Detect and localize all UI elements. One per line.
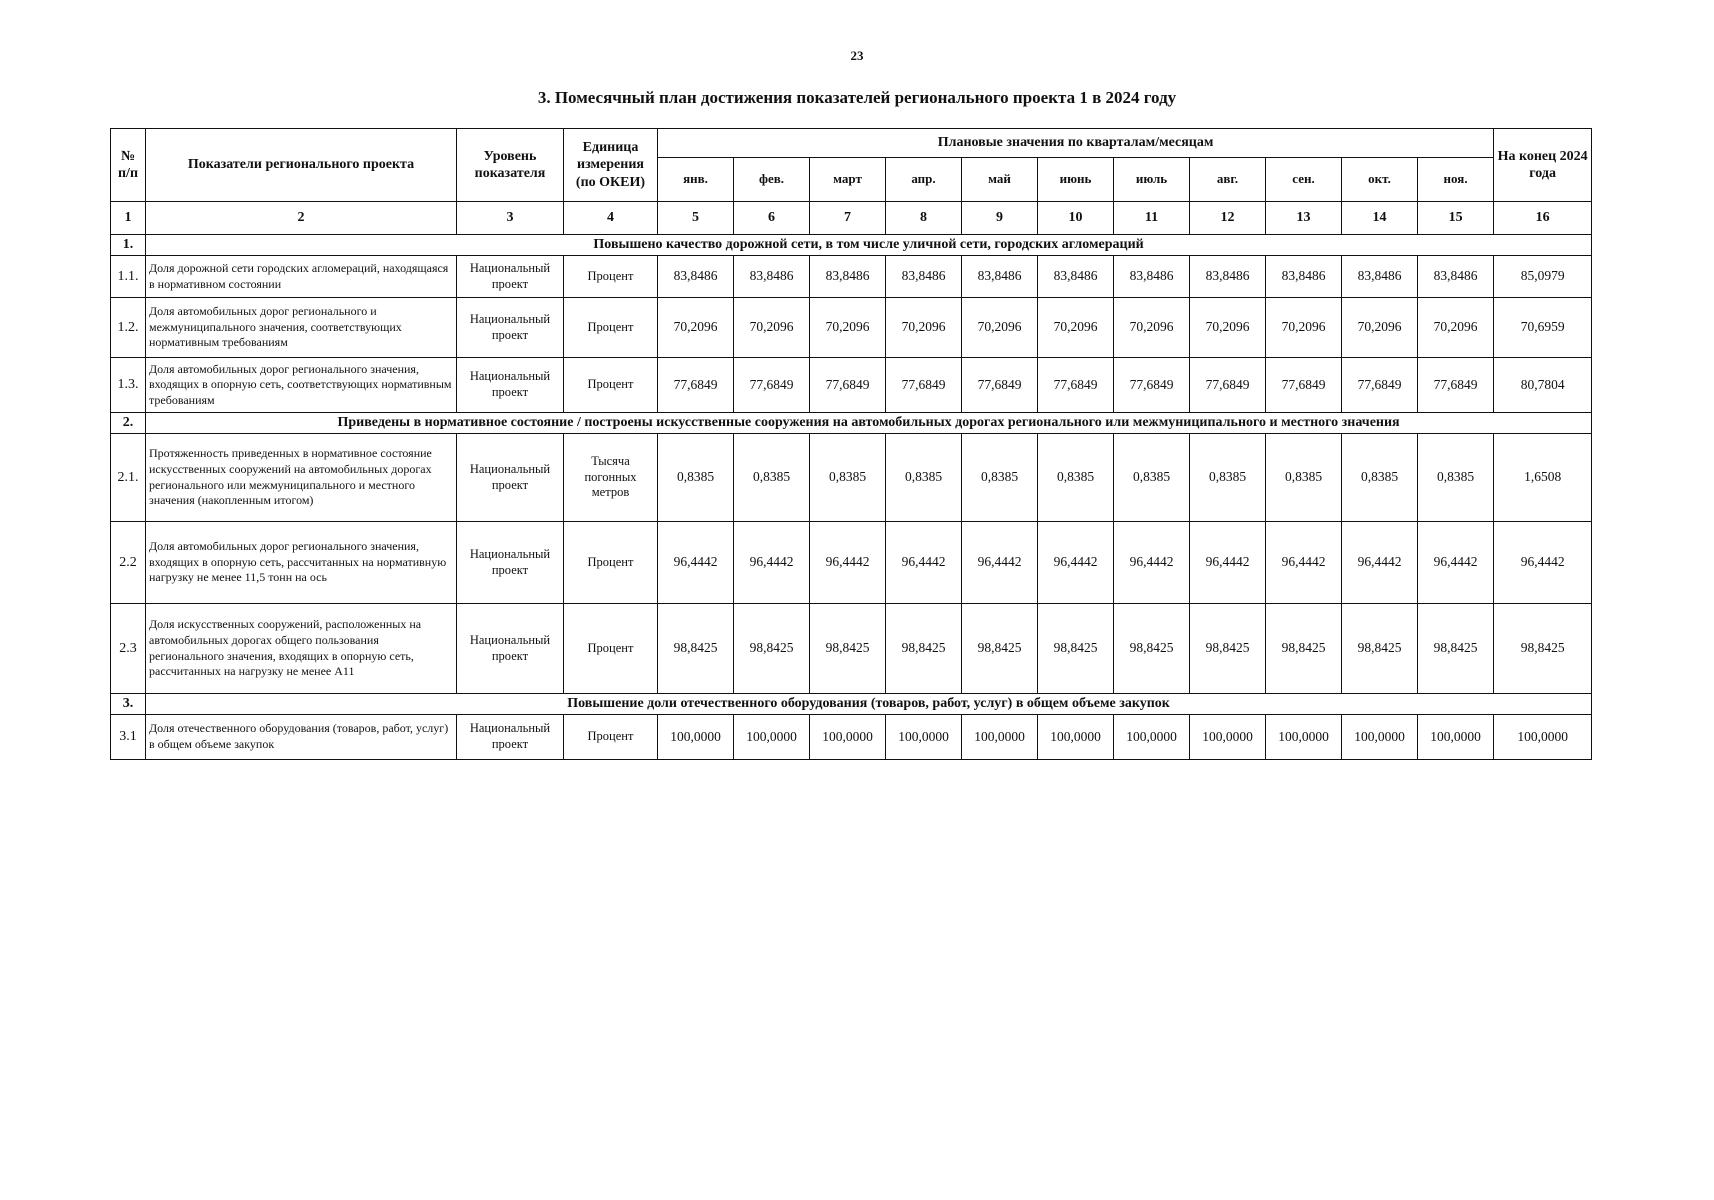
month-value: 0,8385 xyxy=(658,434,734,522)
section-title: Повышено качество дорожной сети, в том числе уличной сети, городских агломераций xyxy=(146,235,1592,256)
month-value: 83,8486 xyxy=(1266,256,1342,298)
indicator-level: Национальный проект xyxy=(457,434,564,522)
header-indicator: Показатели регионального проекта xyxy=(146,129,457,202)
indicator-unit: Процент xyxy=(564,522,658,604)
indicator-level: Национальный проект xyxy=(457,715,564,760)
month-value: 70,2096 xyxy=(886,298,962,358)
month-value: 100,0000 xyxy=(1266,715,1342,760)
month-value: 96,4442 xyxy=(1038,522,1114,604)
month-value: 96,4442 xyxy=(1190,522,1266,604)
header-month: май xyxy=(962,158,1038,202)
indicator-name: Доля автомобильных дорог регионального и межмуниципального значения, соответствующих нормативным требованиям xyxy=(146,298,457,358)
month-value: 100,0000 xyxy=(1418,715,1494,760)
month-value: 83,8486 xyxy=(658,256,734,298)
month-value: 83,8486 xyxy=(1342,256,1418,298)
month-value: 0,8385 xyxy=(1038,434,1114,522)
month-value: 98,8425 xyxy=(1114,604,1190,694)
month-value: 0,8385 xyxy=(886,434,962,522)
indicator-unit: Процент xyxy=(564,715,658,760)
indicators-table xyxy=(110,128,1592,760)
column-number: 10 xyxy=(1038,202,1114,235)
month-value: 83,8486 xyxy=(962,256,1038,298)
indicator-unit: Процент xyxy=(564,256,658,298)
month-value: 100,0000 xyxy=(1038,715,1114,760)
month-value: 96,4442 xyxy=(1114,522,1190,604)
table-row xyxy=(111,604,1592,694)
month-value: 0,8385 xyxy=(810,434,886,522)
column-number: 4 xyxy=(564,202,658,235)
month-value: 77,6849 xyxy=(886,358,962,413)
month-value: 96,4442 xyxy=(1266,522,1342,604)
table-row xyxy=(111,715,1592,760)
column-number: 5 xyxy=(658,202,734,235)
year-end-value: 80,7804 xyxy=(1494,358,1592,413)
indicator-level: Национальный проект xyxy=(457,298,564,358)
month-value: 77,6849 xyxy=(1342,358,1418,413)
column-number: 6 xyxy=(734,202,810,235)
month-value: 100,0000 xyxy=(886,715,962,760)
month-value: 83,8486 xyxy=(1038,256,1114,298)
month-value: 0,8385 xyxy=(962,434,1038,522)
header-month: авг. xyxy=(1190,158,1266,202)
column-number: 1 xyxy=(111,202,146,235)
header-month: апр. xyxy=(886,158,962,202)
table-row xyxy=(111,522,1592,604)
header-level: Уровень показателя xyxy=(457,129,564,202)
month-value: 98,8425 xyxy=(734,604,810,694)
row-number: 1.3. xyxy=(111,358,146,413)
header-planned: Плановые значения по кварталам/месяцам xyxy=(658,129,1494,158)
indicator-name: Доля искусственных сооружений, расположенных на автомобильных дорогах общего пользования регионального значения, входящих в опорную сеть, рассчитанных на нагрузку не менее А11 xyxy=(146,604,457,694)
indicator-unit: Процент xyxy=(564,298,658,358)
month-value: 77,6849 xyxy=(1190,358,1266,413)
year-end-value: 1,6508 xyxy=(1494,434,1592,522)
month-value: 98,8425 xyxy=(1418,604,1494,694)
month-value: 70,2096 xyxy=(1266,298,1342,358)
month-value: 77,6849 xyxy=(1114,358,1190,413)
column-number-row xyxy=(111,202,1592,235)
month-value: 83,8486 xyxy=(1418,256,1494,298)
year-end-value: 100,0000 xyxy=(1494,715,1592,760)
column-number: 15 xyxy=(1418,202,1494,235)
section-number: 2. xyxy=(111,413,146,434)
month-value: 100,0000 xyxy=(810,715,886,760)
month-value: 100,0000 xyxy=(658,715,734,760)
month-value: 100,0000 xyxy=(1342,715,1418,760)
month-value: 96,4442 xyxy=(1342,522,1418,604)
month-value: 77,6849 xyxy=(658,358,734,413)
month-value: 70,2096 xyxy=(658,298,734,358)
row-number: 1.1. xyxy=(111,256,146,298)
indicator-name: Доля автомобильных дорог регионального значения, входящих в опорную сеть, рассчитанных на нормативную нагрузку не менее 11,5 тонн на ось xyxy=(146,522,457,604)
month-value: 0,8385 xyxy=(734,434,810,522)
month-value: 98,8425 xyxy=(1038,604,1114,694)
indicator-name: Доля дорожной сети городских агломераций, находящаяся в нормативном состоянии xyxy=(146,256,457,298)
month-value: 98,8425 xyxy=(810,604,886,694)
month-value: 83,8486 xyxy=(734,256,810,298)
column-number: 8 xyxy=(886,202,962,235)
column-number: 16 xyxy=(1494,202,1592,235)
indicator-name: Доля автомобильных дорог регионального значения, входящих в опорную сеть, соответствующих нормативным требованиям xyxy=(146,358,457,413)
month-value: 100,0000 xyxy=(1114,715,1190,760)
row-number: 2.2 xyxy=(111,522,146,604)
month-value: 70,2096 xyxy=(810,298,886,358)
month-value: 70,2096 xyxy=(1114,298,1190,358)
year-end-value: 98,8425 xyxy=(1494,604,1592,694)
indicator-unit: Тысяча погонных метров xyxy=(564,434,658,522)
month-value: 98,8425 xyxy=(1266,604,1342,694)
month-value: 77,6849 xyxy=(1418,358,1494,413)
indicator-unit: Процент xyxy=(564,604,658,694)
table-body xyxy=(111,235,1592,760)
month-value: 98,8425 xyxy=(658,604,734,694)
row-number: 1.2. xyxy=(111,298,146,358)
month-value: 77,6849 xyxy=(1038,358,1114,413)
year-end-value: 70,6959 xyxy=(1494,298,1592,358)
month-value: 96,4442 xyxy=(1418,522,1494,604)
section-row xyxy=(111,235,1592,256)
table-row xyxy=(111,434,1592,522)
header-month: ноя. xyxy=(1418,158,1494,202)
header-unit: Единица измерения (по ОКЕИ) xyxy=(564,129,658,202)
section-title: Приведены в нормативное состояние / построены искусственные сооружения на автомобильных дорогах регионального или межмуниципального и местного значения xyxy=(146,413,1592,434)
month-value: 98,8425 xyxy=(1190,604,1266,694)
header-month: фев. xyxy=(734,158,810,202)
indicator-name: Протяженность приведенных в нормативное состояние искусственных сооружений на автомобильных дорогах регионального или межмуниципального и местного значения (накопленным итогом) xyxy=(146,434,457,522)
row-number: 3.1 xyxy=(111,715,146,760)
month-value: 83,8486 xyxy=(1190,256,1266,298)
month-value: 98,8425 xyxy=(962,604,1038,694)
indicator-level: Национальный проект xyxy=(457,358,564,413)
month-value: 83,8486 xyxy=(886,256,962,298)
header-end: На конец 2024 года xyxy=(1494,129,1592,202)
header-month: янв. xyxy=(658,158,734,202)
section-title: Повышение доли отечественного оборудования (товаров, работ, услуг) в общем объеме закупок xyxy=(146,694,1592,715)
month-value: 0,8385 xyxy=(1190,434,1266,522)
month-value: 77,6849 xyxy=(962,358,1038,413)
indicator-level: Национальный проект xyxy=(457,604,564,694)
page-title: 3. Помесячный план достижения показателей регионального проекта 1 в 2024 году xyxy=(537,88,1177,107)
column-number: 12 xyxy=(1190,202,1266,235)
month-value: 98,8425 xyxy=(886,604,962,694)
row-number: 2.1. xyxy=(111,434,146,522)
section-row xyxy=(111,413,1592,434)
month-value: 83,8486 xyxy=(1114,256,1190,298)
column-number: 13 xyxy=(1266,202,1342,235)
year-end-value: 85,0979 xyxy=(1494,256,1592,298)
column-number: 7 xyxy=(810,202,886,235)
section-row xyxy=(111,694,1592,715)
table-row xyxy=(111,256,1592,298)
header-num: № п/п xyxy=(111,129,146,202)
column-number: 3 xyxy=(457,202,564,235)
table-row xyxy=(111,358,1592,413)
page-number: 23 xyxy=(850,48,864,63)
month-value: 70,2096 xyxy=(1418,298,1494,358)
header-month: март xyxy=(810,158,886,202)
month-value: 0,8385 xyxy=(1418,434,1494,522)
header-month: окт. xyxy=(1342,158,1418,202)
month-value: 100,0000 xyxy=(734,715,810,760)
indicator-level: Национальный проект xyxy=(457,522,564,604)
month-value: 70,2096 xyxy=(734,298,810,358)
month-value: 96,4442 xyxy=(962,522,1038,604)
indicator-level: Национальный проект xyxy=(457,256,564,298)
header-month: сен. xyxy=(1266,158,1342,202)
month-value: 100,0000 xyxy=(962,715,1038,760)
row-number: 2.3 xyxy=(111,604,146,694)
month-value: 96,4442 xyxy=(810,522,886,604)
section-number: 1. xyxy=(111,235,146,256)
indicator-name: Доля отечественного оборудования (товаров, работ, услуг) в общем объеме закупок xyxy=(146,715,457,760)
column-number: 9 xyxy=(962,202,1038,235)
month-value: 0,8385 xyxy=(1266,434,1342,522)
month-value: 70,2096 xyxy=(1342,298,1418,358)
header-month: июнь xyxy=(1038,158,1114,202)
indicator-unit: Процент xyxy=(564,358,658,413)
month-value: 70,2096 xyxy=(962,298,1038,358)
year-end-value: 96,4442 xyxy=(1494,522,1592,604)
month-value: 96,4442 xyxy=(886,522,962,604)
column-number: 14 xyxy=(1342,202,1418,235)
month-value: 70,2096 xyxy=(1190,298,1266,358)
month-value: 77,6849 xyxy=(810,358,886,413)
month-value: 96,4442 xyxy=(658,522,734,604)
table-row xyxy=(111,298,1592,358)
month-value: 77,6849 xyxy=(734,358,810,413)
month-value: 0,8385 xyxy=(1342,434,1418,522)
month-value: 83,8486 xyxy=(810,256,886,298)
month-value: 0,8385 xyxy=(1114,434,1190,522)
month-value: 100,0000 xyxy=(1190,715,1266,760)
column-number: 2 xyxy=(146,202,457,235)
column-number: 11 xyxy=(1114,202,1190,235)
section-number: 3. xyxy=(111,694,146,715)
month-value: 70,2096 xyxy=(1038,298,1114,358)
month-value: 96,4442 xyxy=(734,522,810,604)
month-value: 98,8425 xyxy=(1342,604,1418,694)
header-month: июль xyxy=(1114,158,1190,202)
month-value: 77,6849 xyxy=(1266,358,1342,413)
